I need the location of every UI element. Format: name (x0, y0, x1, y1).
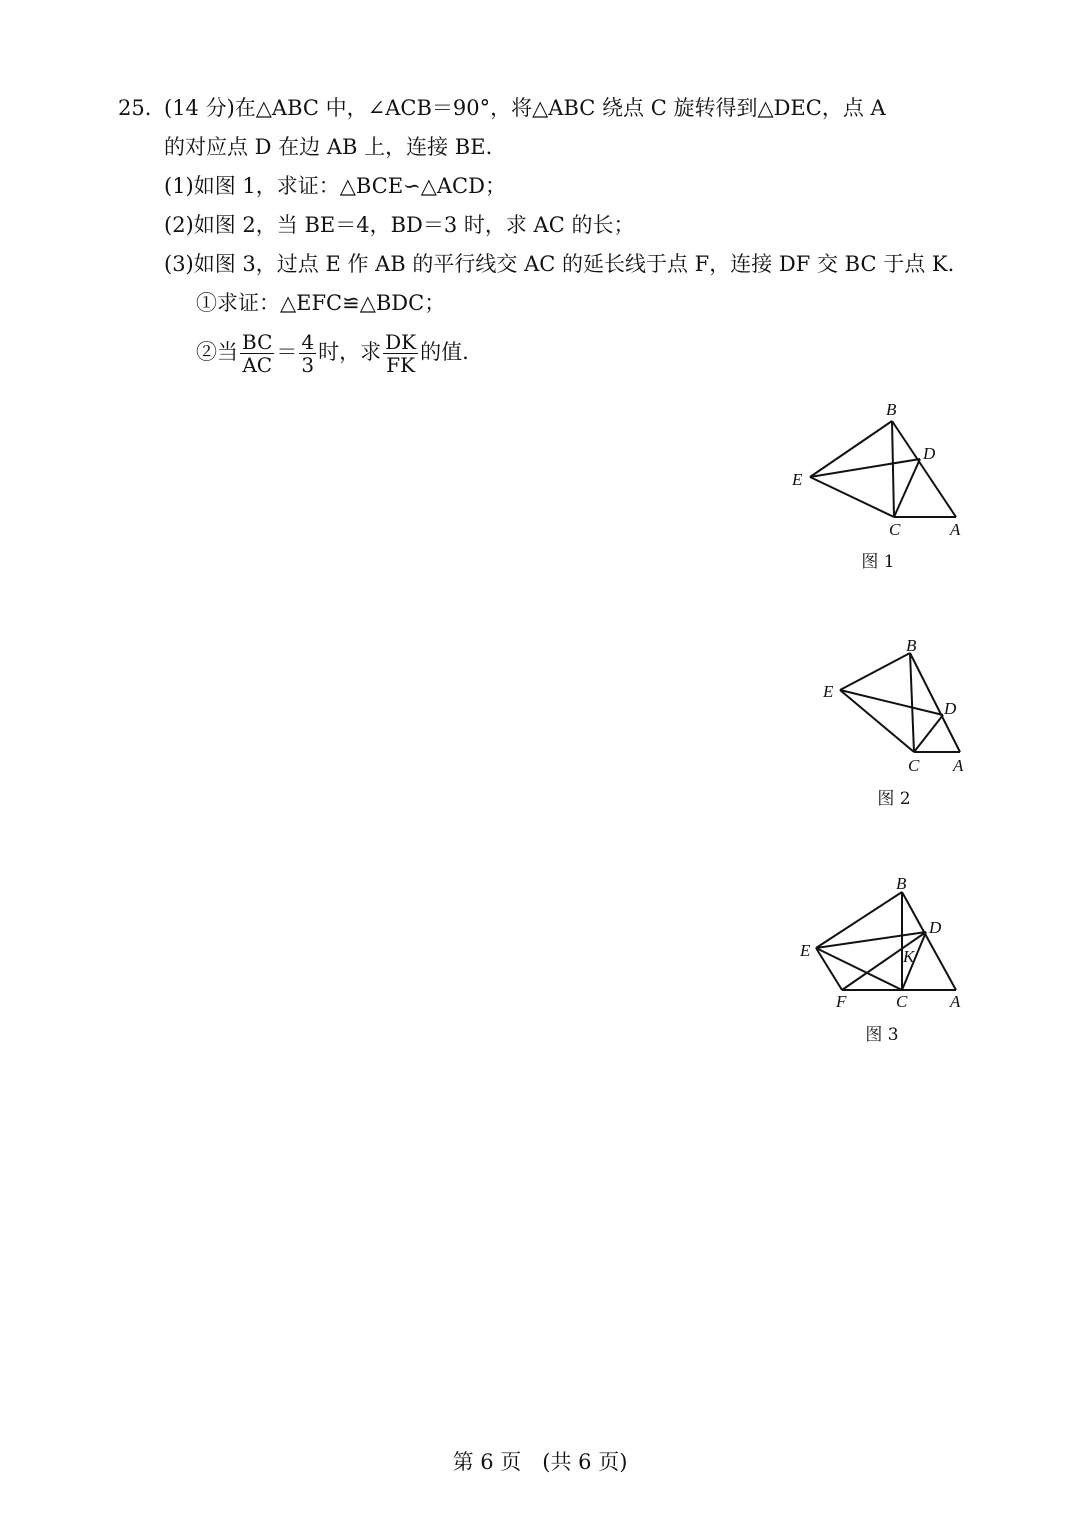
figure-3 (790, 870, 980, 1020)
part-3-1: ①求证：△EFC≌△BDC； (196, 291, 446, 315)
figure-2-caption: 图 2 (877, 789, 911, 809)
frac-denominator: AC (242, 353, 273, 377)
label-e: E (800, 941, 811, 960)
label-c: C (889, 520, 901, 539)
segment-dc (914, 715, 943, 752)
problem-stem-line2: 的对应点 D 在边 AB 上，连接 BE. (164, 135, 493, 159)
segment-eb (810, 421, 892, 477)
part-3-2-mid: 时，求 (318, 340, 382, 364)
fraction-4-over-3 (299, 331, 316, 376)
figure-1 (780, 395, 980, 545)
label-a: A (950, 520, 961, 539)
segment-bc (892, 421, 894, 517)
label-f: F (836, 992, 847, 1011)
part-1: (1)如图 1，求证：△BCE∽△ACD； (164, 174, 506, 198)
segment-dc (894, 459, 920, 517)
equals-sign: ＝ (276, 340, 298, 364)
segment-ed (816, 932, 926, 948)
segment-ec (810, 477, 894, 517)
frac-denominator: 3 (301, 353, 315, 377)
figure-1-caption: 图 1 (861, 552, 895, 572)
part-3-2-prefix: ②当 (196, 340, 238, 364)
figure-2 (810, 633, 980, 783)
label-b: B (906, 636, 917, 655)
label-e: E (823, 682, 834, 701)
label-k: K (903, 947, 915, 966)
part-3: (3)如图 3，过点 E 作 AB 的平行线交 AC 的延长线于点 F，连接 DF 交 BC 于点 K. (164, 252, 955, 276)
page-footer: 第 6 页 (共 6 页) (452, 1450, 628, 1474)
label-d: D (944, 699, 957, 718)
segment-bc (910, 653, 914, 752)
label-c: C (896, 992, 908, 1011)
frac-numerator: 4 (301, 330, 315, 354)
segment-ed (810, 459, 920, 477)
part-3-2-suffix: 的值. (420, 340, 469, 364)
part-2: (2)如图 2，当 BE＝4，BD＝3 时，求 AC 的长； (164, 213, 635, 237)
label-b: B (886, 400, 897, 419)
label-d: D (923, 444, 936, 463)
label-d: D (929, 918, 942, 937)
figure-3-drawing (790, 870, 980, 1020)
frac-numerator: BC (242, 330, 273, 354)
label-b: B (896, 874, 907, 893)
figure-1-drawing (780, 395, 980, 545)
label-e: E (792, 470, 803, 489)
part-3-2 (196, 326, 469, 378)
segment-ba (892, 421, 956, 517)
fraction-dk-over-fk (383, 331, 418, 376)
segment-ba (902, 892, 956, 990)
segment-eb (840, 653, 910, 690)
segment-eb (816, 892, 902, 948)
figure-2-drawing (810, 633, 980, 783)
problem-stem-line1: (14 分)在△ABC 中，∠ACB＝90°，将△ABC 绕点 C 旋转得到△DEC，点 A (164, 96, 886, 120)
problem-number: 25. (118, 96, 152, 120)
label-a: A (950, 992, 961, 1011)
label-c: C (908, 756, 920, 775)
frac-denominator: FK (386, 353, 416, 377)
frac-numerator: DK (385, 330, 417, 354)
figure-3-caption: 图 3 (865, 1025, 899, 1045)
fraction-bc-over-ac (240, 331, 274, 376)
label-a: A (953, 756, 964, 775)
